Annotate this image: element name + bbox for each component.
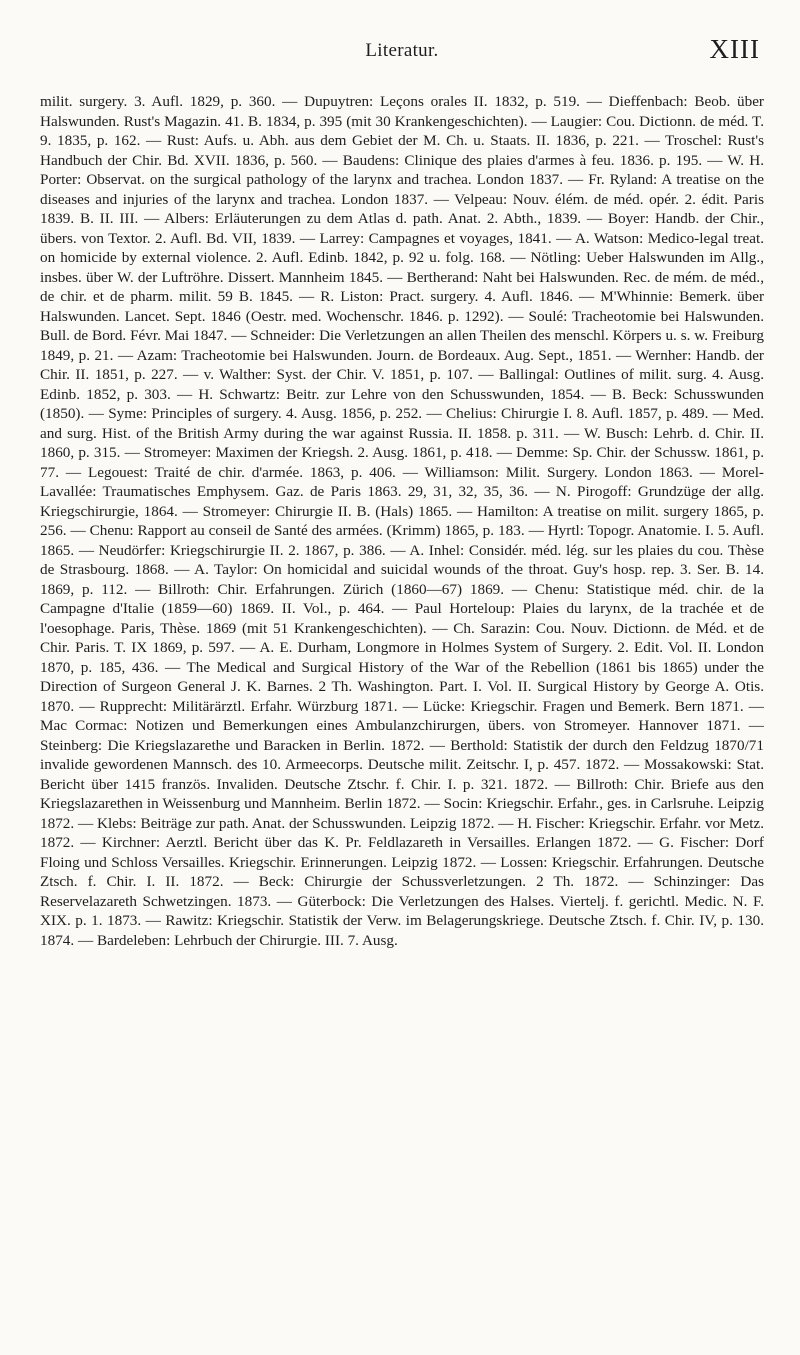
page-number: XIII (709, 34, 760, 64)
page-header (40, 0, 764, 92)
running-title: Literatur. (365, 40, 439, 61)
bibliography-text: milit. surgery. 3. Aufl. 1829, p. 360. — Dupuytren: Leçons orales II. 1832, p. 519. — Dieffenbach: Beob. über Halswunden. Rust's Magazin. 41. B. 1834, p. 395 (mit 30 Krankengeschichten). — Laugier: Cou. Dictionn. de méd. T. 9. 1835, p. 162. — Rust: Aufs. u. Abh. aus dem Gebiet der M. Ch. u. Staats. II. 1836, p. 221. — Troschel: Rust's Handbuch der Chir. Bd. XVII. 1836, p. 560. — Baudens: Clinique des plaies d'armes à feu. 1836. p. 195. — W. H. Porter: Observat. on the surgical pathology of the larynx and trachea. London 1837. — Fr. Ryland: A treatise on the diseases and injuries of the larynx and trachea. London 1837. — Velpeau: Nouv. élém. de méd. opér. 2. édit. Paris 1839. B. II. III. — Albers: Erläuterungen zu dem Atlas d. path. Anat. 2. Abth., 1839. — Boyer: Handb. der Chir., übers. von Textor. 2. Aufl. Bd. VII, 1839. — Larrey: Campagnes et voyages, 1841. — A. Watson: Medico-legal treat. on homicide by external violence. 2. Aufl. Edinb. 1842, p. 92 u. folg. 168. — Nötling: Ueber Halswunden im Allg., insbes. über W. der Luftröhre. Dissert. Mannheim 1845. — Bertherand: Naht bei Halswunden. Rec. de mém. de méd., de chir. et de pharm. milit. 59 B. 1845. — R. Liston: Pract. surgery. 4. Aufl. 1846. — M'Whinnie: Bemerk. über Halswunden. Lancet. Sept. 1846 (Oestr. med. Wochenschr. 1846. p. 1292). — Soulé: Tracheotomie bei Halswunden. Bull. de Bord. Févr. Mai 1847. — Schneider: Die Verletzungen an allen Theilen des menschl. Körpers u. s. w. Freiburg 1849, p. 21. — Azam: Tracheotomie bei Halswunden. Journ. de Bordeaux. Aug. Sept., 1851. — Wernher: Handb. der Chir. II. 1851, p. 227. — v. Walther: Syst. der Chir. V. 1851, p. 107. — Ballingal: Outlines of milit. surg. 4. Ausg. Edinb. 1852, p. 303. — H. Schwartz: Beitr. zur Lehre von den Schusswunden, 1854. — B. Beck: Schusswunden (1850). — Syme: Principles of surgery. 4. Ausg. 1856, p. 252. — Chelius: Chirurgie I. 8. Aufl. 1857, p. 489. — Med. and surg. Hist. of the British Army during the war against Russia. II. 1858. p. 311. — W. Busch: Lehrb. d. Chir. II. 1860, p. 315. — Stromeyer: Maximen der Kriegsh. 2. Ausg. 1861, p. 418. — Demme: Sp. Chir. der Schussw. 1861, p. 77. — Legouest: Traité de chir. d'armée. 1863, p. 406. — Williamson: Milit. Surgery. London 1863. — Morel-Lavallée: Traumatisches Emphysem. Gaz. de Paris 1863. 29, 31, 32, 35, 36. — N. Pirogoff: Grundzüge der allg. Kriegschirurgie, 1864. — Stromeyer: Chirurgie II. B. (Hals) 1865. — Hamilton: A treatise on milit. surgery 1865, p. 256. — Chenu: Rapport au conseil de Santé des armées. (Krimm) 1865, p. 183. — Hyrtl: Topogr. Anatomie. I. 5. Aufl. 1865. — Neudörfer: Kriegschirurgie II. 2. 1867, p. 386. — A. Inhel: Considér. méd. lég. sur les plaies du cou. Thèse de Strasbourg. 1868. — A. Taylor: On homicidal and suicidal wounds of the throat. Guy's hosp. rep. 3. Ser. B. 14. 1869, p. 112. — Billroth: Chir. Erfahrungen. Zürich (1860—67) 1869. — Chenu: Statistique méd. chir. de la Campagne d'Italie (1859—60) 1869. II. Vol., p. 464. — Paul Horteloup: Plaies du larynx, de la trachée et de l'oesophage. Paris, Thèse. 1869 (mit 51 Krankengeschichten). — Ch. Sarazin: Cou. Nouv. Dictionn. de Méd. et de Chir. Paris. T. IX 1869, p. 597. — A. E. Durham, Longmore in Holmes System of Surgery. 2. Edit. Vol. II. London 1870, p. 185, 436. — The Medical and Surgical History of the War of the Rebellion (1861 bis 1865) under the Direction of Surgeon General J. K. Barnes. 2 Th. Washington. Part. I. Vol. II. Surgical History by George A. Otis. 1870. — Rupprecht: Militärärztl. Erfahr. Würzburg 1871. — Lücke: Kriegschir. Fragen und Bemerk. Bern 1871. — Mac Cormac: Notizen und Bemerkungen eines Ambulanzchirurgen, übers. von Stromeyer. Hannover 1871. — Steinberg: Die Kriegslazarethe und Baracken in Berlin. 1872. — Berthold: Statistik der durch den Feldzug 1870/71 invalide gewordenen Mannsch. des 10. Armeecorps. Deutsche milit. Zeitschr. I, p. 457. 1872. — Mossakowski: Stat. Bericht über 1415 französ. Invaliden. Deutsche Ztschr. f. Chir. I. p. 321. 1872. — Billroth: Chir. Briefe aus den Kriegslazarethen in Weissenburg und Mannheim. Berlin 1872. — Socin: Kriegschir. Erfahr., ges. in Carlsruhe. Leipzig 1872. — Klebs: Beiträge zur path. Anat. der Schusswunden. Leipzig 1872. — H. Fischer: Kriegschir. Erfahr. vor Metz. 1872. — Kirchner: Aerztl. Bericht über das K. Pr. Feldlazareth in Versailles. Erlangen 1872. — G. Fischer: Dorf Floing und Schloss Versailles. Kriegschir. Erinnerungen. Leipzig 1872. — Lossen: Kriegschir. Erfahrungen. Deutsche Ztsch. f. Chir. I. II. 1872. — Beck: Chirurgie der Schussverletzungen. 2 Th. 1872. — Schinzinger: Das Reservelazareth Schwetzingen. 1873. — Güterbock: Die Verletzungen des Halses. Viertelj. f. gerichtl. Medic. N. F. XIX. p. 1. 1873. — Rawitz: Kriegschir. Statistik der Verw. im Belagerungskriege. Deutsche Ztsch. f. Chir. IV, p. 130. 1874. — Bardeleben: Lehrbuch der Chirurgie. III. 7. Ausg. (40, 93, 764, 949)
